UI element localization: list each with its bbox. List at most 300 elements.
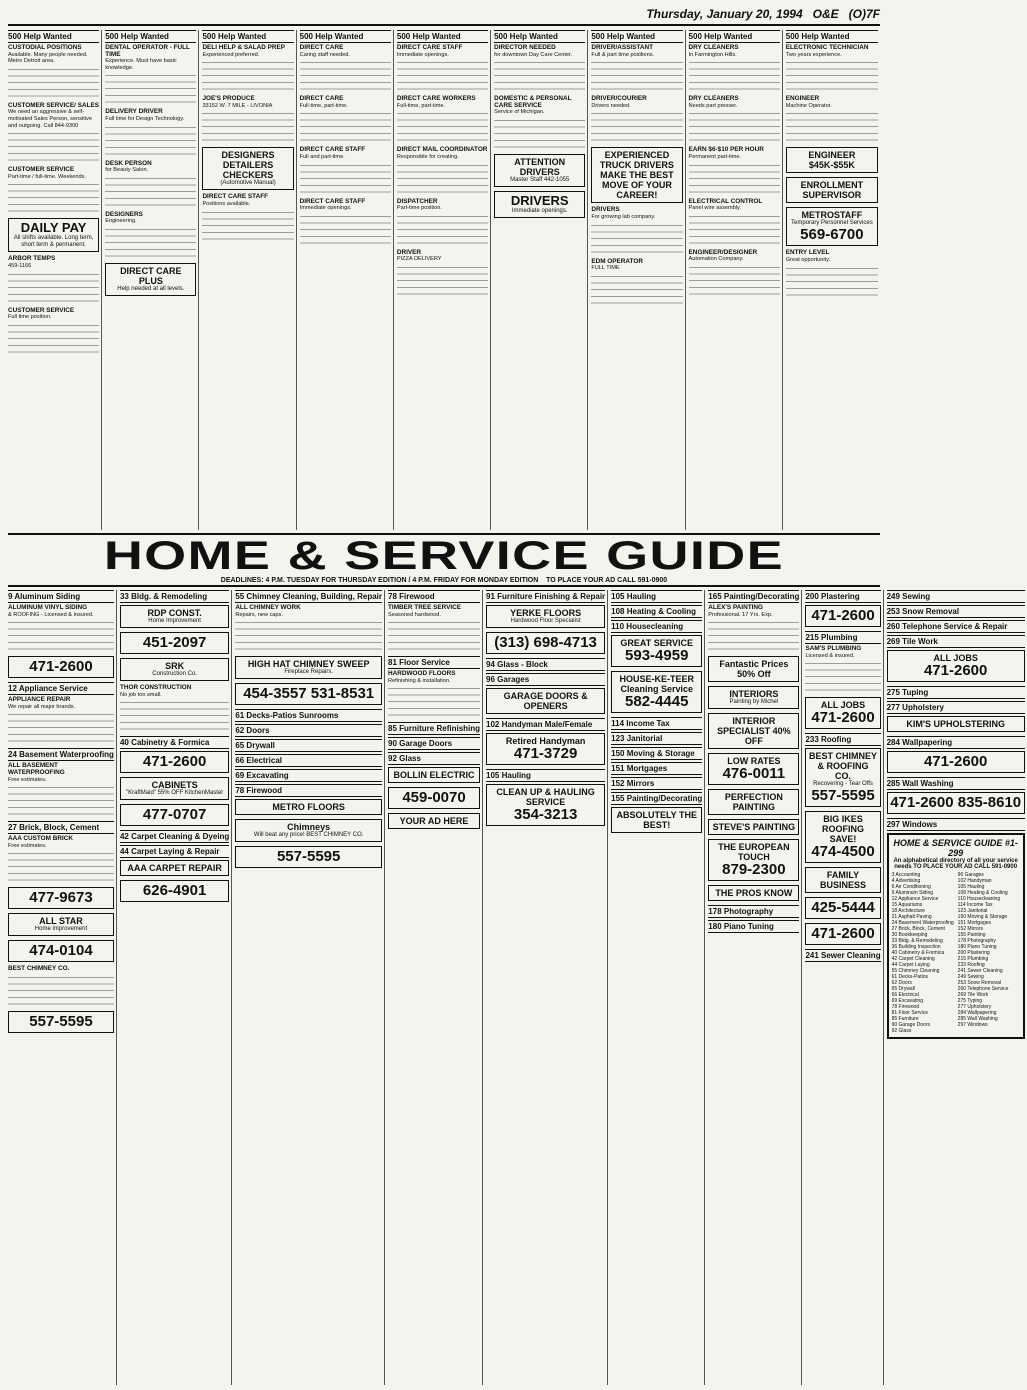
service-column	[120, 590, 232, 1385]
ad-headline: DIRECT CARE STAFF	[202, 193, 268, 201]
index-entry: 241 Sewer Cleaning	[957, 968, 1003, 974]
ad-text: Full time for Design Technology.	[105, 115, 185, 122]
display-ad	[786, 177, 878, 203]
service-column	[8, 590, 117, 1385]
ad-phone: 569-6700	[800, 226, 864, 244]
classified-ad	[805, 646, 880, 659]
section-heading: 105 Hauling	[611, 590, 702, 603]
classified-ad	[8, 605, 114, 618]
ad-phone: 626-4901	[142, 882, 207, 900]
ad-text: Part-time position.	[396, 205, 442, 212]
ad-headline: BIG IKES ROOFING SAVE!	[822, 814, 865, 845]
index-entry: 40 Cabinetry & Formica	[891, 950, 945, 956]
display-ad	[887, 716, 1025, 732]
service-column	[708, 590, 802, 1385]
ad-headline: THE PROS KNOW	[715, 888, 793, 899]
page-number: (O)7F	[848, 7, 880, 21]
ad-headline: Retired Handyman	[505, 736, 586, 746]
index-entry: 66 Electrical	[891, 992, 919, 998]
ad-headline: ALL JOBS	[933, 653, 978, 663]
display-ad	[120, 880, 229, 902]
classified-ad	[388, 605, 480, 618]
ad-headline: DISPATCHER	[396, 197, 438, 205]
ad-text-lines	[8, 853, 114, 883]
ad-text-lines	[202, 113, 293, 143]
ad-text: for downtown Day Care Center.	[494, 51, 573, 58]
ad-phone: 451-2097	[142, 634, 207, 651]
help-wanted-section	[8, 30, 880, 530]
ad-phone: 471-2600	[142, 753, 207, 771]
section-heading: 33 Bldg. & Remodeling	[120, 590, 229, 603]
display-ad	[887, 792, 1025, 814]
display-ad	[120, 860, 229, 876]
index-entry: 15 Aquariums	[891, 902, 923, 908]
display-ad	[235, 846, 382, 868]
ad-headline: TIMBER TREE SERVICE	[388, 604, 462, 611]
index-entry: 152 Mirrors	[957, 926, 983, 932]
ad-headline: HOUSE-KE-TEER Cleaning Service	[619, 674, 694, 694]
ad-text-lines	[786, 268, 878, 298]
classified-ad	[300, 45, 391, 58]
section-heading: 500 Help Wanted	[397, 30, 488, 43]
ad-text-lines	[202, 62, 293, 92]
ad-phone: 474-4500	[811, 843, 875, 861]
section-heading: 285 Wall Washing	[887, 777, 1025, 790]
ad-headline: ELECTRICAL CONTROL	[688, 197, 763, 205]
index-entry: 284 Wallpapering	[957, 1010, 997, 1016]
ad-text-lines	[689, 165, 780, 195]
ad-text: Service of Michigan.	[494, 109, 545, 116]
ad-text: Experience. Must have basic knowledge.	[105, 58, 177, 71]
ad-phone: 477-0707	[142, 806, 207, 824]
ad-headline: CUSTOMER SERVICE/ SALES	[8, 101, 100, 109]
ad-text-lines	[8, 325, 99, 355]
classified-ad	[8, 697, 114, 710]
index-subtitle: An alphabetical directory of all your service needs TO PLACE YOUR AD CALL 591-0900	[893, 858, 1018, 870]
ad-phone: 879-2300	[722, 861, 786, 879]
display-ad	[120, 658, 229, 681]
ad-text-lines	[8, 133, 99, 163]
section-heading: 62 Doors	[235, 724, 382, 737]
ad-headline: METROSTAFF	[801, 210, 863, 221]
ad-headline: HARDWOOD FLOORS	[388, 670, 456, 678]
ad-text: Automation Company.	[688, 256, 744, 263]
ad-text: Panel wire assembly.	[688, 205, 741, 212]
index-entry: 200 Plastering	[957, 950, 990, 956]
display-ad	[611, 807, 702, 833]
index-entry: 178 Photography	[957, 938, 996, 944]
display-ad	[235, 683, 382, 705]
ad-headline: STEVE'S PAINTING	[712, 822, 796, 833]
ad-headline: BOLLIN ELECTRIC	[393, 770, 475, 781]
display-ad	[708, 656, 799, 682]
ad-text: Full and part-time.	[299, 153, 345, 160]
index-entry: 55 Chimney Cleaning	[891, 968, 940, 974]
ad-text: Full & part time positions.	[591, 51, 655, 58]
ad-text: Great opportunity.	[785, 256, 831, 263]
ad-phone: (313) 698-4713	[494, 634, 597, 651]
service-column	[486, 590, 608, 1385]
classified-ad	[689, 250, 780, 263]
ad-text: Full-time, part-time.	[396, 102, 446, 109]
ad-text-lines	[388, 688, 480, 718]
masthead	[8, 4, 880, 26]
ad-text-lines	[300, 165, 391, 195]
section-heading: 42 Carpet Cleaning & Dyeing	[119, 832, 230, 842]
ad-text-lines	[397, 62, 488, 92]
index-entry: 96 Garages	[957, 872, 984, 878]
index-entry: 36 Building Inspection	[891, 944, 941, 950]
classified-column	[689, 30, 783, 530]
ad-text-lines	[397, 267, 488, 297]
display-ad	[8, 1011, 114, 1033]
index-entry: 81 Floor Service	[891, 1010, 928, 1016]
guide-deadlines	[8, 577, 880, 585]
section-heading: 108 Heating & Cooling	[611, 605, 702, 618]
section-heading: 260 Telephone Service & Repair	[887, 620, 1025, 633]
section-heading: 500 Help Wanted	[494, 30, 585, 43]
classified-ad	[8, 103, 99, 129]
ad-headline: CLEAN UP & HAULING SERVICE	[496, 787, 595, 807]
ad-text: For growing lab company.	[591, 213, 656, 220]
service-column	[805, 590, 883, 1385]
ad-headline: AAA CARPET REPAIR	[127, 863, 222, 874]
ad-headline: DOMESTIC & PERSONAL CARE SERVICE	[494, 95, 572, 109]
classified-ad	[591, 96, 682, 109]
ad-headline: JOE'S PRODUCE	[202, 95, 255, 103]
ad-text-lines	[8, 977, 114, 1007]
ad-headline: ATTENTION DRIVERS	[514, 156, 566, 177]
classified-ad	[689, 96, 780, 109]
display-ad	[388, 787, 480, 809]
ad-text-lines	[105, 178, 196, 208]
ad-headline: APPLIANCE REPAIR	[8, 696, 71, 704]
display-ad	[805, 923, 880, 945]
index-title: HOME & SERVICE GUIDE #1-299	[893, 838, 1018, 858]
ad-text-lines	[300, 62, 391, 92]
section-heading: 151 Mortgages	[611, 762, 702, 775]
ad-phone: 471-2600 835-8610	[890, 794, 1022, 811]
index-entry: 253 Snow Removal	[957, 980, 1002, 986]
index-entry: 285 Wall Washing	[957, 1016, 998, 1022]
classified-ad	[397, 199, 488, 212]
ad-text-lines	[591, 225, 682, 255]
index-entry: 215 Plumbing	[957, 956, 989, 962]
ad-headline: CUSTOMER SERVICE	[8, 166, 75, 174]
section-heading: 500 Help Wanted	[591, 30, 682, 43]
index-entry: 180 Piano Tuning	[957, 944, 997, 950]
ad-text: Home improvement	[34, 926, 88, 933]
ad-phone: 477-9673	[29, 889, 93, 907]
service-column	[388, 590, 483, 1385]
index-entry: 44 Carpet Laying	[891, 962, 930, 968]
section-heading: 269 Tile Work	[887, 635, 1025, 648]
ad-phone: 471-2600	[811, 607, 875, 624]
section-heading: 44 Carpet Laying & Repair	[120, 845, 229, 858]
section-heading: 66 Electrical	[235, 754, 382, 767]
classified-column	[202, 30, 296, 530]
display-ad	[105, 263, 196, 296]
service-column	[611, 590, 705, 1385]
ad-text-lines	[202, 212, 293, 242]
index-entry: 110 Housecleaning	[957, 896, 1001, 902]
ad-text: Engineering.	[105, 218, 137, 225]
ad-headline: DESK PERSON	[105, 159, 152, 167]
ad-headline: DRIVERS	[591, 206, 620, 214]
ad-text-lines	[397, 216, 488, 246]
section-heading: 500 Help Wanted	[8, 30, 99, 43]
ad-text-lines	[689, 113, 780, 143]
ad-headline: DIRECTOR NEEDED	[494, 44, 556, 51]
display-ad	[708, 819, 799, 835]
display-ad	[388, 767, 480, 783]
ad-text: Full-time, part-time.	[299, 102, 348, 109]
classified-ad	[8, 256, 99, 269]
ad-text-lines	[8, 274, 99, 304]
classified-ad	[105, 45, 196, 71]
section-heading: 284 Wallpapering	[887, 736, 1025, 749]
display-ad	[494, 191, 585, 218]
index-entry: 114 Income Tax	[957, 902, 993, 908]
ad-headline: AAA CUSTOM BRICK	[8, 835, 73, 843]
ad-headline: DRIVER/COURIER	[591, 95, 647, 103]
ad-headline: ALL JOBS	[820, 700, 866, 711]
ad-headline: ALUMINUM VINYL SIDING	[8, 604, 88, 611]
ad-headline: KIM'S UPHOLSTERING	[906, 719, 1005, 729]
ad-text: Available. Many people needed. Metro Detroit area.	[8, 51, 88, 65]
ad-headline: HIGH HAT CHIMNEY SWEEP	[247, 659, 370, 670]
classified-ad	[689, 45, 780, 58]
section-heading: 9 Aluminum Siding	[8, 590, 114, 603]
ad-text-lines	[494, 120, 585, 150]
ad-text-lines	[805, 663, 880, 693]
ad-phone: 354-3213	[513, 806, 578, 823]
ad-headline: GREAT SERVICE	[620, 638, 694, 648]
ad-text: Positions available.	[202, 200, 251, 207]
display-ad	[235, 819, 382, 842]
ad-text: FULL TIME	[591, 265, 620, 272]
ad-phone: 476-0011	[722, 765, 786, 783]
ad-headline: ARBOR TEMPS	[8, 255, 56, 263]
classified-ad	[300, 96, 391, 109]
classified-ad	[591, 45, 682, 58]
display-ad	[202, 147, 293, 190]
index-entry: 92 Glass	[891, 1028, 912, 1034]
ad-text: Help needed at all levels.	[117, 285, 185, 292]
index-entry: 269 Tile Work	[957, 992, 989, 998]
ad-headline: ENROLLMENT SUPERVISOR	[800, 180, 864, 201]
display-ad	[805, 697, 880, 729]
classified-ad	[120, 685, 229, 698]
ad-headline: DRIVERS	[510, 192, 569, 208]
index-entry: 297 Windows	[957, 1022, 988, 1028]
section-heading: 253 Snow Removal	[887, 605, 1025, 618]
display-ad	[708, 686, 799, 709]
display-ad	[8, 887, 114, 909]
classified-ad	[786, 96, 878, 109]
ad-phone: 474-0104	[29, 942, 93, 960]
index-entry: 3 Accounting	[891, 872, 921, 878]
display-ad	[887, 650, 1025, 682]
ad-headline: DIRECT CARE WORKERS	[396, 95, 476, 103]
ad-text: In Farmington Hills.	[688, 51, 737, 58]
section-heading: 180 Piano Tuning	[708, 920, 799, 933]
ad-headline: DRIVER	[396, 248, 422, 256]
ad-headline: INTERIORS	[729, 689, 779, 700]
section-heading: 110 Housecleaning	[611, 620, 702, 633]
display-ad	[805, 811, 880, 863]
index-entry: 249 Sewing	[957, 974, 984, 980]
ad-text: Refinishing & installation.	[388, 677, 451, 684]
ad-text: All shifts available. Long term, short term & permanent.	[13, 235, 94, 249]
section-heading: 69 Excavating	[235, 769, 382, 782]
section-heading: 165 Painting/Decorating	[708, 592, 800, 601]
ad-text-lines	[689, 216, 780, 246]
section-heading: 102 Handyman Male/Female	[486, 718, 605, 731]
ad-headline: SRK	[165, 661, 185, 671]
classified-ad	[786, 250, 878, 263]
index-entry: 150 Moving & Storage	[957, 914, 1008, 920]
place-ad-phone: TO PLACE YOUR AD CALL 591-0900	[546, 577, 668, 584]
guide-index	[887, 833, 1025, 1039]
section-heading: 500 Help Wanted	[105, 30, 196, 43]
display-ad	[708, 839, 799, 881]
section-heading: 233 Roofing	[805, 733, 880, 746]
ad-phone: 471-2600	[923, 753, 988, 770]
ad-phone: 425-5444	[811, 899, 875, 917]
ad-headline: DIRECT CARE STAFF	[299, 146, 366, 154]
ad-text: Seasoned hardwood.	[388, 611, 441, 618]
ad-text: Recovering - Tear Offs	[813, 781, 873, 788]
index-entry: 69 Excavating	[891, 998, 924, 1004]
section-heading: 200 Plastering	[805, 590, 880, 603]
display-ad	[120, 605, 229, 628]
ad-text: Hardwood Floor Specialist	[510, 618, 581, 624]
display-ad	[786, 147, 878, 173]
display-ad	[805, 897, 880, 919]
ad-text: Master Staff 442-1055	[510, 176, 570, 183]
display-ad	[388, 813, 480, 829]
ad-phone: 459-0070	[402, 789, 466, 807]
classified-ad	[8, 45, 99, 65]
section-heading: 27 Brick, Block, Cement	[8, 821, 114, 834]
display-ad	[235, 799, 382, 815]
classified-ad	[202, 96, 293, 109]
ad-text: Part-time / full-time. Weekends.	[8, 173, 86, 180]
display-ad	[486, 688, 605, 714]
section-heading: 215 Plumbing	[805, 631, 880, 644]
section-heading: 61 Decks-Patios Sunrooms	[235, 709, 382, 722]
display-ad	[8, 913, 114, 936]
section-heading: 178 Photography	[708, 905, 799, 918]
index-entry: 62 Doors	[891, 980, 912, 986]
index-entry: 85 Furniture	[891, 1016, 919, 1022]
ad-headline: GARAGE DOORS & OPENERS	[503, 691, 588, 711]
display-ad	[708, 885, 799, 901]
index-entry: 24 Basement Waterproofing	[891, 920, 954, 926]
index-entry: 105 Hauling	[957, 884, 985, 890]
ad-text: No job too small.	[119, 691, 162, 698]
ad-headline: BEST CHIMNEY CO.	[8, 965, 70, 973]
section-heading: 500 Help Wanted	[786, 30, 878, 43]
display-ad	[235, 656, 382, 679]
classified-ad	[591, 207, 682, 220]
section-heading: 24 Basement Waterproofing	[8, 750, 114, 760]
ad-text: Machine Operator.	[785, 102, 832, 109]
classified-ad	[689, 199, 780, 212]
index-entry: 65 Drywall	[891, 986, 915, 992]
ad-text: Responsible for creating.	[396, 153, 459, 160]
classified-ad	[202, 194, 293, 207]
display-ad	[8, 940, 114, 962]
issue-date: Thursday, January 20, 1994	[646, 7, 803, 21]
ad-headline: EARN $6-$10 PER HOUR	[688, 146, 764, 154]
ad-text-lines	[689, 267, 780, 297]
ad-text: Full time position.	[8, 314, 52, 321]
ad-headline: DIRECT CARE	[299, 95, 344, 103]
display-ad	[120, 777, 229, 800]
ad-text-lines	[494, 62, 585, 92]
index-entry: 108 Heating & Cooling	[957, 890, 1008, 896]
ad-headline: DAILY PAY	[20, 220, 87, 236]
section-heading: 78 Firewood	[388, 590, 480, 603]
index-entry: 33 Bldg. & Remodeling	[891, 938, 943, 944]
index-entry: 6 Air Conditioning	[891, 884, 931, 890]
ad-text: PIZZA DELIVERY	[396, 256, 442, 263]
ad-text: Home Improvement	[148, 618, 201, 624]
paper-name: O&E	[812, 7, 839, 21]
ad-headline: DRIVER/ASSISTANT	[591, 44, 653, 51]
ad-phone: 557-5595	[276, 848, 341, 866]
classified-ad	[708, 605, 799, 618]
ad-text-lines	[397, 113, 488, 143]
section-heading: 277 Upholstery	[887, 701, 1025, 714]
ad-text-lines	[8, 622, 114, 652]
section-heading: 500 Help Wanted	[689, 30, 780, 43]
ad-headline: EXPERIENCED TRUCK DRIVERS MAKE THE BEST MOVE OF YOUR CAREER!	[599, 150, 674, 201]
section-heading: 92 Glass	[388, 752, 480, 765]
ad-headline: CUSTOMER SERVICE	[8, 306, 75, 314]
ad-headline: ENGINEER	[785, 95, 820, 103]
index-entry: 233 Roofing	[957, 962, 985, 968]
section-heading: 91 Furniture Finishing & Repair	[486, 592, 606, 601]
ad-headline: CUSTODIAL POSITIONS	[8, 44, 82, 51]
ad-headline: Chimneys	[287, 822, 331, 833]
ad-text-lines	[786, 113, 878, 143]
ad-text: Construction Co.	[152, 671, 197, 677]
classified-ad	[300, 199, 391, 212]
section-heading: 500 Help Wanted	[300, 30, 391, 43]
index-entry: 102 Handyman	[957, 878, 992, 884]
ad-text: Free estimates.	[8, 776, 47, 783]
ad-headline: SAM'S PLUMBING	[805, 645, 862, 652]
classified-column	[105, 30, 199, 530]
ad-headline: CABINETS	[151, 780, 198, 791]
section-heading: 500 Help Wanted	[202, 30, 293, 43]
ad-headline: THOR CONSTRUCTION	[119, 684, 192, 691]
ad-headline: DELI HELP & SALAD PREP	[202, 44, 286, 51]
classified-column	[300, 30, 394, 530]
ad-text: & ROOFING - Licensed & insured.	[8, 611, 94, 618]
section-heading: 114 Income Tax	[611, 717, 702, 730]
index-entry: 27 Brick, Block, Cement	[891, 926, 945, 932]
section-heading: 12 Appliance Service	[8, 682, 114, 695]
ad-phone: 471-2600	[811, 925, 875, 943]
display-ad	[708, 789, 799, 815]
ad-text: Immediate openings.	[511, 207, 568, 214]
index-entry: 9 Aluminum Siding	[891, 890, 934, 896]
section-heading: 90 Garage Doors	[388, 737, 480, 750]
